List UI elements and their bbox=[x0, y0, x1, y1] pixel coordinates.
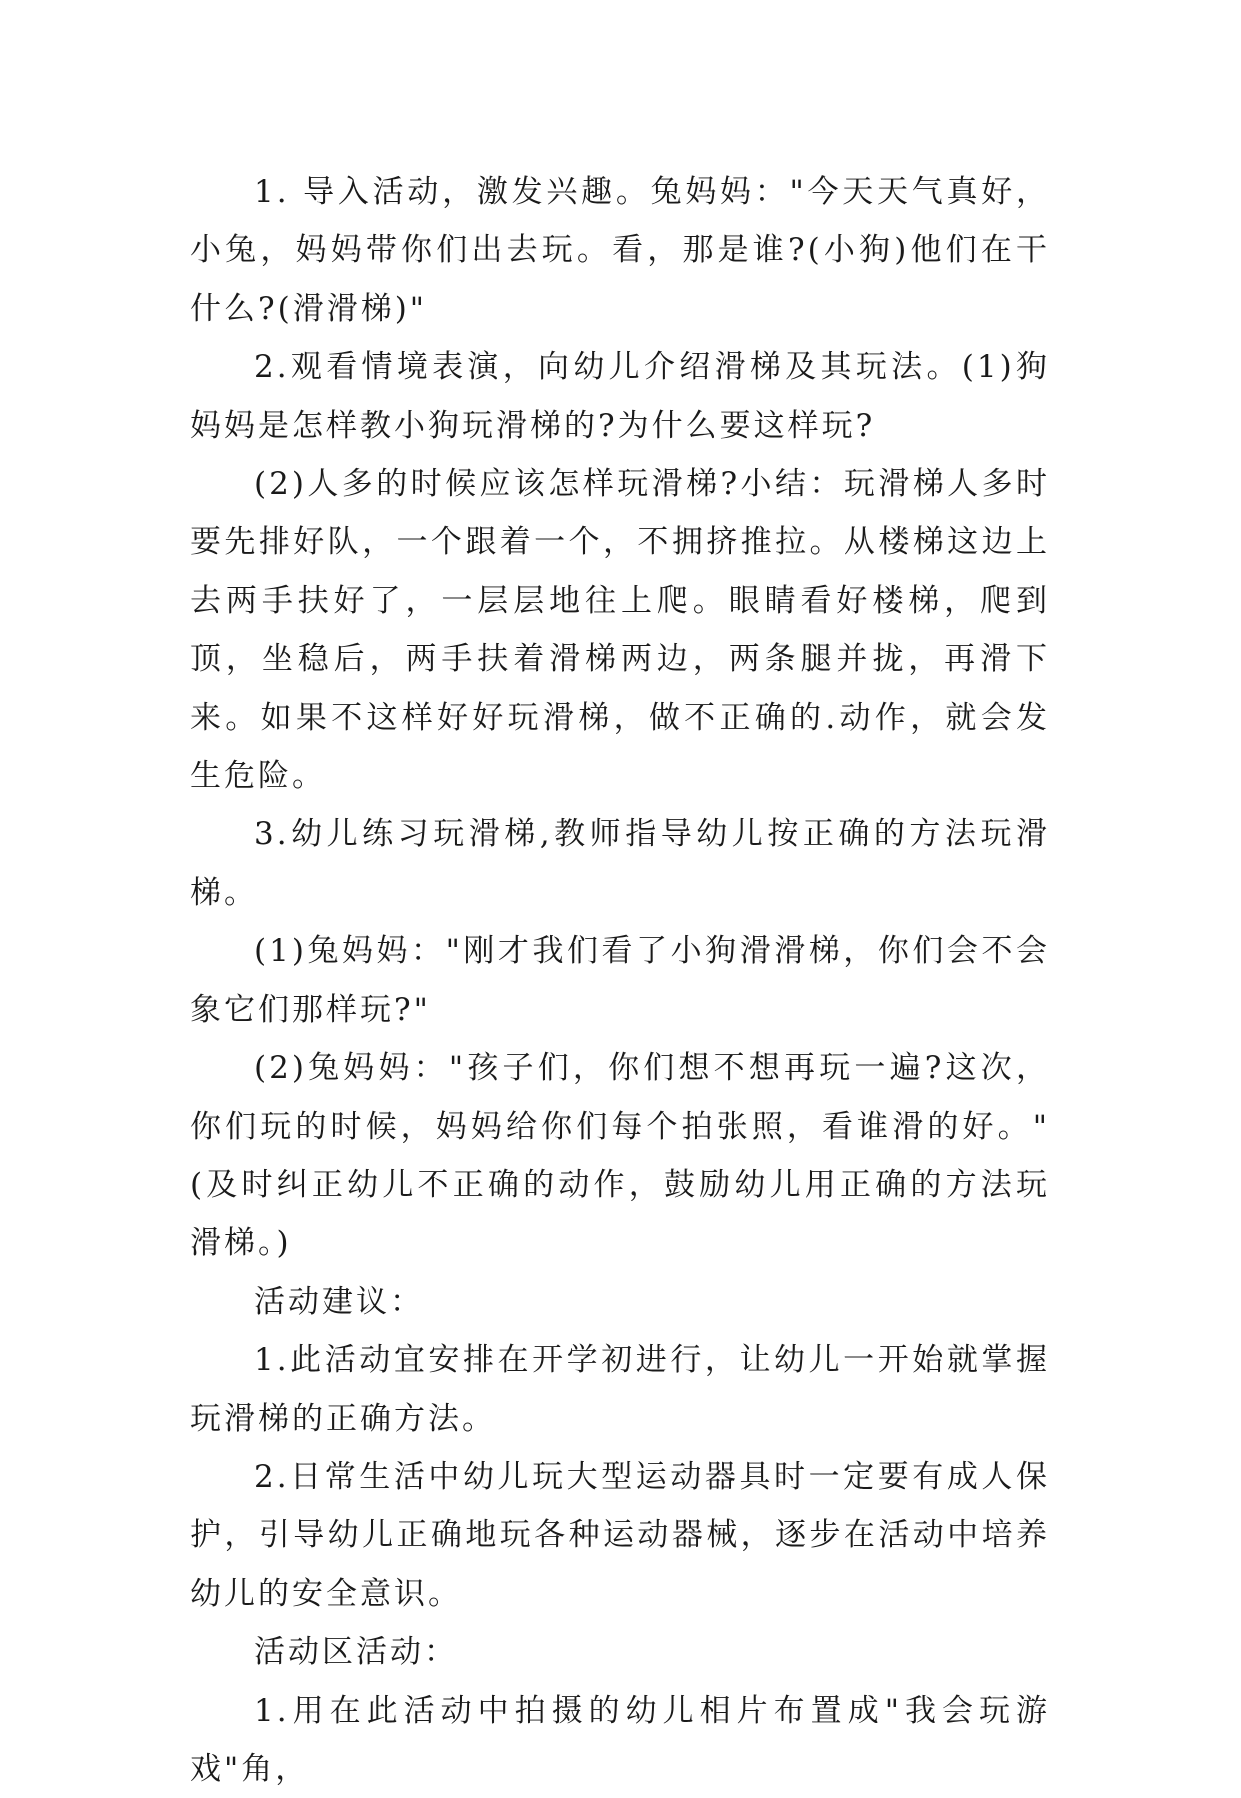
paragraph-watch-performance: 2.观看情境表演，向幼儿介绍滑梯及其玩法。(1)狗妈妈是怎样教小狗玩滑梯的?为什么要这样玩? bbox=[190, 349, 1050, 444]
paragraph-area-activity-1: 1.用在此活动中拍摄的幼儿相片布置成"我会玩游戏"角， bbox=[190, 1692, 1050, 1787]
paragraph-suggestion-2: 2.日常生活中幼儿玩大型运动器具时一定要有成人保护，引导幼儿正确地玩各种运动器械，逐步在活动中培养幼儿的安全意识。 bbox=[190, 1458, 1050, 1612]
paragraph-suggestion-1: 1.此活动宜安排在开学初进行，让幼儿一开始就掌握玩滑梯的正确方法。 bbox=[190, 1342, 1050, 1437]
heading-area-activities: 活动区活动： bbox=[254, 1634, 458, 1671]
paragraph-practice-step-1: (1)兔妈妈："刚才我们看了小狗滑滑梯，你们会不会象它们那样玩?" bbox=[190, 933, 1050, 1028]
heading-activity-suggestions: 活动建议： bbox=[254, 1283, 424, 1320]
paragraph-practice: 3.幼儿练习玩滑梯,教师指导幼儿按正确的方法玩滑梯。 bbox=[190, 816, 1050, 911]
paragraph-practice-step-2: (2)兔妈妈："孩子们，你们想不想再玩一遍?这次，你们玩的时候，妈妈给你们每个拍张照，看谁滑的好。"(及时纠正幼儿不正确的动作，鼓励幼儿用正确的方法玩滑梯。) bbox=[190, 1050, 1050, 1262]
paragraph-intro-activity: 1. 导入活动，激发兴趣。兔妈妈："今天天气真好，小兔，妈妈带你们出去玩。看，那是谁?(小狗)他们在干什么?(滑滑梯)" bbox=[190, 174, 1050, 327]
paragraph-summary: (2)人多的时候应该怎样玩滑梯?小结：玩滑梯人多时要先排好队，一个跟着一个，不拥挤推拉。从楼梯这边上去两手扶好了，一层层地往上爬。眼睛看好楼梯，爬到顶，坐稳后，两手扶着滑梯两边，两条腿并拢，再滑下来。如果不这样好好玩滑梯，做不正确的.动作，就会发生危险。 bbox=[190, 466, 1050, 795]
document-body bbox=[190, 163, 1050, 1798]
